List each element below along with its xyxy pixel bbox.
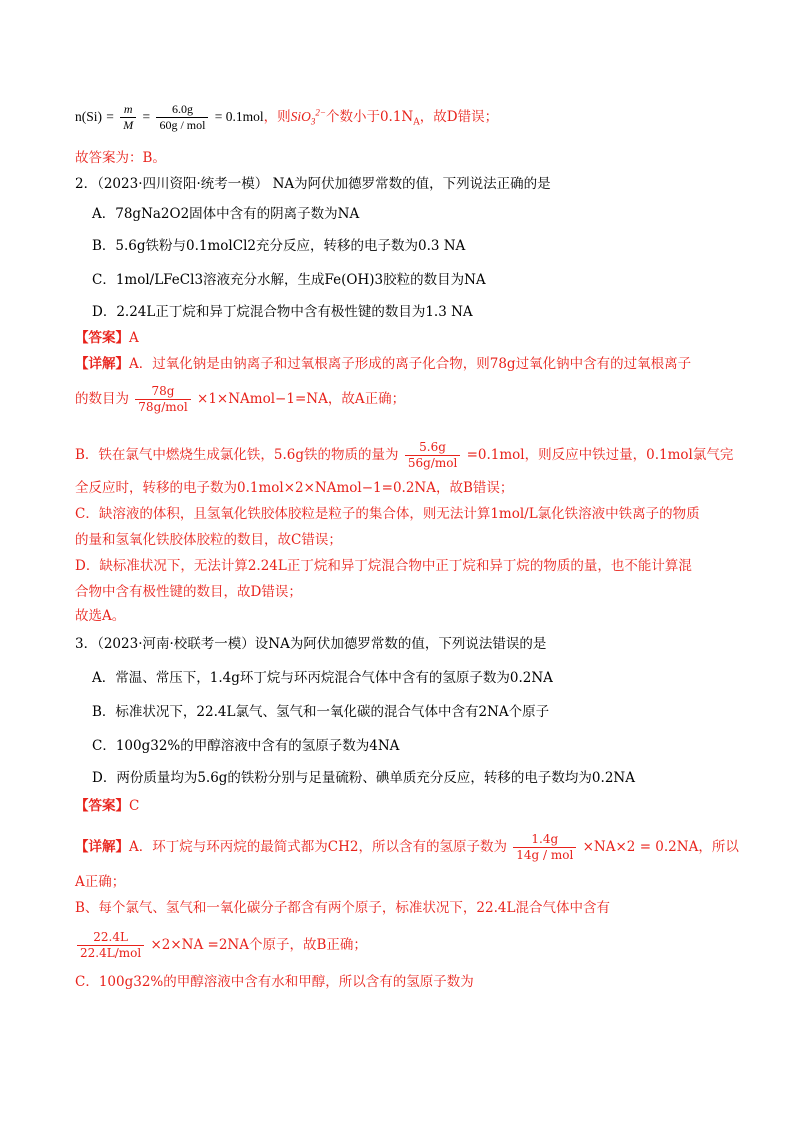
q3-answer: 【答案】C: [75, 798, 140, 814]
q3-option-d: D．两份质量均为5.6g的铁粉分别与足量硫粉、碘单质充分反应，转移的电子数均为0.2NA: [92, 770, 635, 786]
q2-detail-a-1: 【详解】A．过氧化钠是由钠离子和过氧根离子形成的离子化合物，则78g过氧化钠中含有的过氧根离子: [75, 356, 692, 372]
q3-detail-a-2: A正确；: [75, 874, 126, 890]
q1-formula-line: n(Si) = $\frac{m}{M}$ = $\frac{6.0g}{\text{60g / mol}}$ = 0.1mol，则SiO$_3^{2-}$个数小于$0.1N_A$，故D错误；: [75, 102, 499, 132]
q2-option-b: B．5.6g铁粉与0.1molCl2充分反应，转移的电子数为0.3 NA: [92, 238, 466, 254]
q2-answer: 【答案】A: [75, 330, 139, 346]
q2-conclusion: 故选A。: [75, 608, 126, 624]
q3-stem: 3．（2023·河南·校联考一模）设NA为阿伏加德罗常数的值，下列说法错误的是: [75, 636, 547, 652]
q2-option-d: D．2.24L正丁烷和异丁烷混合物中含有极性键的数目为1.3 NA: [92, 304, 473, 320]
q2-detail-b-1: B．铁在氯气中燃烧生成氯化铁，5.6g铁的物质的量为 $\frac{5.6g}{\text{56g/mol}}$ =0.1mol，则反应中铁过量，0.1mol氯气完: [75, 440, 734, 470]
q3-detail-c-1: C．100g32%的甲醇溶液中含有水和甲醇，所以含有的氢原子数为: [75, 974, 474, 990]
fraction-78g: $\frac{78g}{\text{78g/mol}}$: [135, 384, 190, 415]
q3-option-a: A．常温、常压下，1.4g环丁烷与环丙烷混合气体中含有的氢原子数为0.2NA: [92, 670, 553, 686]
q2-stem: 2．（2023·四川资阳·统考一模） NA为阿伏加德罗常数的值，下列说法正确的是: [75, 176, 551, 192]
q3-option-b: B．标准状况下，22.4L氯气、氢气和一氧化碳的混合气体中含有2NA个原子: [92, 704, 550, 720]
q2-detail-a-2: 的数目为 $\frac{78g}{\text{78g/mol}}$ ×1×NAmol−1=NA，故A正确；: [75, 384, 406, 414]
q2-detail-d-1: D．缺标准状况下，无法计算2.24L正丁烷和异丁烷混合物中正丁烷和异丁烷的物质的量，也不能计算混: [75, 558, 692, 574]
fraction-mass-over-molar: $\frac{6.0g}{\text{60g / mol}}$: [156, 102, 208, 133]
fraction-1-4g: $\frac{1.4g}{\text{14g / mol}}$: [513, 832, 576, 863]
q2-detail-c-1: C．缺溶液的体积，且氢氧化铁胶体胶粒是粒子的集合体，则无法计算1mol/L氯化铁溶液中铁离子的物质: [75, 506, 700, 522]
q3-detail-b-2: $\frac{22.4L}{\text{22.4L/mol}}$ ×2×NA =2NA个原子，故B正确；: [75, 930, 367, 961]
q2-detail-d-2: 合物中含有极性键的数目，故D错误；: [75, 584, 302, 600]
q2-option-c: C．1mol/LFeCl3溶液充分水解，生成Fe(OH)3胶粒的数目为NA: [92, 272, 486, 288]
n-si: n(Si): [75, 109, 102, 124]
fraction-22-4l: $\frac{22.4L}{\text{22.4L/mol}}$: [77, 930, 144, 961]
q2-detail-c-2: 的量和氢氧化铁胶体胶粒的数目，故C错误；: [75, 532, 342, 548]
sio3-formula: SiO$_3^{2-}$: [290, 107, 326, 127]
fraction-m-over-M: $\frac{m}{M}$: [120, 102, 136, 133]
q1-answer-line: 故答案为：B。: [75, 150, 166, 166]
q2-option-a: A．78gNa2O2固体中含有的阴离子数为NA: [92, 206, 360, 222]
q2-detail-b-2: 全反应时，转移的电子数为0.1mol×2×NAmol−1=0.2NA，故B错误；: [75, 480, 514, 496]
q3-detail-b-1: B、每个氯气、氢气和一氧化碳分子都含有两个原子，标准状况下，22.4L混合气体中含有: [75, 900, 610, 916]
fraction-5-6g: $\frac{5.6g}{\text{56g/mol}}$: [405, 440, 460, 471]
q3-detail-a-1: 【详解】A．环丁烷与环丙烷的最简式都为CH2，所以含有的氢原子数为 $\frac{1.4g}{\text{14g / mol}}$ ×NA×2 = 0.2NA，所以: [75, 832, 739, 862]
q3-option-c: C．100g32%的甲醇溶液中含有的氢原子数为4NA: [92, 738, 400, 754]
